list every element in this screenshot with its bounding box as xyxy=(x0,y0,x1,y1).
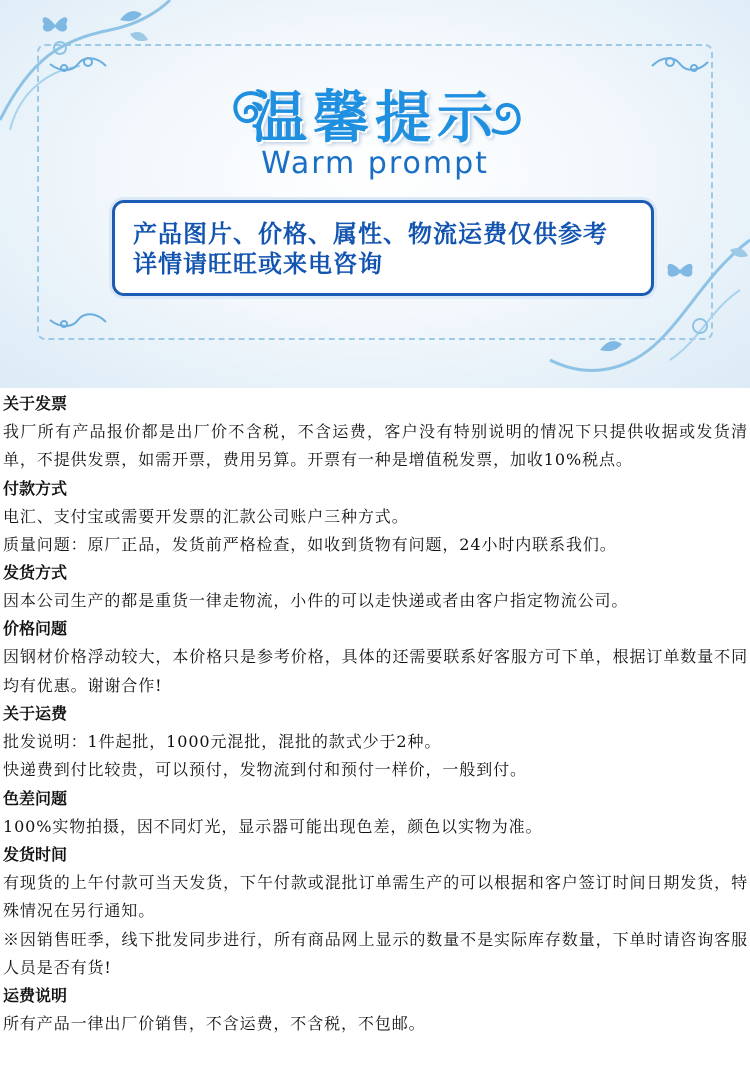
section-payment xyxy=(0,475,750,560)
section-heading: 关于发票 xyxy=(3,394,68,413)
bottom-left-curl-ornament-icon xyxy=(48,310,108,332)
section-heading: 运费说明 xyxy=(3,986,68,1006)
section-invoice xyxy=(0,390,750,475)
top-right-curl-ornament-icon xyxy=(650,54,710,76)
policy-content xyxy=(0,390,750,1038)
section-paragraph: 我厂所有产品报价都是出厂价不含税，不含运费，客户没有特别说明的情况下只提供收据或发货清单，不提供发票，如需开票，费用另算。开票有一种是增值税发票，加收10%税点。 xyxy=(3,422,748,470)
notice-line: 产品图片、价格、属性、物流运费仅供参考 xyxy=(133,220,608,248)
section-delivery-time xyxy=(0,841,750,982)
section-freight xyxy=(0,700,750,785)
butterfly-icon xyxy=(40,12,70,38)
section-paragraph: 快递费到付比较贵，可以预付，发物流到付和预付一样价，一般到付。 xyxy=(3,760,527,780)
section-paragraph: 因本公司生产的都是重货一律走物流，小件的可以走快递或者由客户指定物流公司。 xyxy=(3,591,629,611)
section-heading: 色差问题 xyxy=(3,788,68,808)
warm-prompt-subtitle: Warm prompt xyxy=(261,146,489,181)
section-paragraph: 有现货的上午付款可当天发货，下午付款或混批订单需生产的可以根据和客户签订时间日期发货，特殊情况在另行通知。 xyxy=(3,872,748,921)
top-left-curl-ornament-icon xyxy=(48,54,108,76)
section-color-difference xyxy=(0,785,750,841)
section-freight-note xyxy=(0,982,750,1038)
section-heading: 价格问题 xyxy=(3,619,68,639)
section-paragraph: ※因销售旺季，线下批发同步进行，所有商品网上显示的数量不是实际库存数量，下单时请咨询客服人员是否有货! xyxy=(3,929,748,977)
section-paragraph: 100%实物拍摄，因不同灯光，显示器可能出现色差，颜色以实物为准。 xyxy=(3,816,543,836)
section-shipping-method xyxy=(0,559,750,615)
section-price xyxy=(0,615,750,700)
section-paragraph: 电汇、支付宝或需要开发票的汇款公司账户三种方式。 xyxy=(3,506,409,526)
section-paragraph: 所有产品一律出厂价销售，不含运费，不含税，不包邮。 xyxy=(3,1014,426,1034)
section-paragraph: 批发说明：1件起批，1000元混批，混批的款式少于2种。 xyxy=(3,732,442,752)
section-heading: 发货方式 xyxy=(3,563,68,583)
section-heading: 发货时间 xyxy=(3,844,68,864)
warm-prompt-title: 温馨提示 xyxy=(251,85,499,151)
section-heading: 关于运费 xyxy=(3,704,68,724)
warm-prompt-banner xyxy=(0,0,750,388)
section-heading: 付款方式 xyxy=(3,478,68,498)
section-paragraph: 因钢材价格浮动较大，本价格只是参考价格，具体的还需要联系好客服方可下单，根据订单数量不同均有优惠。谢谢合作! xyxy=(3,647,748,695)
notice-line: 详情请旺旺或来电咨询 xyxy=(133,250,383,278)
section-paragraph: 质量问题：原厂正品，发货前严格检查，如收到货物有问题，24小时内联系我们。 xyxy=(3,534,617,554)
notice-box xyxy=(112,200,654,296)
